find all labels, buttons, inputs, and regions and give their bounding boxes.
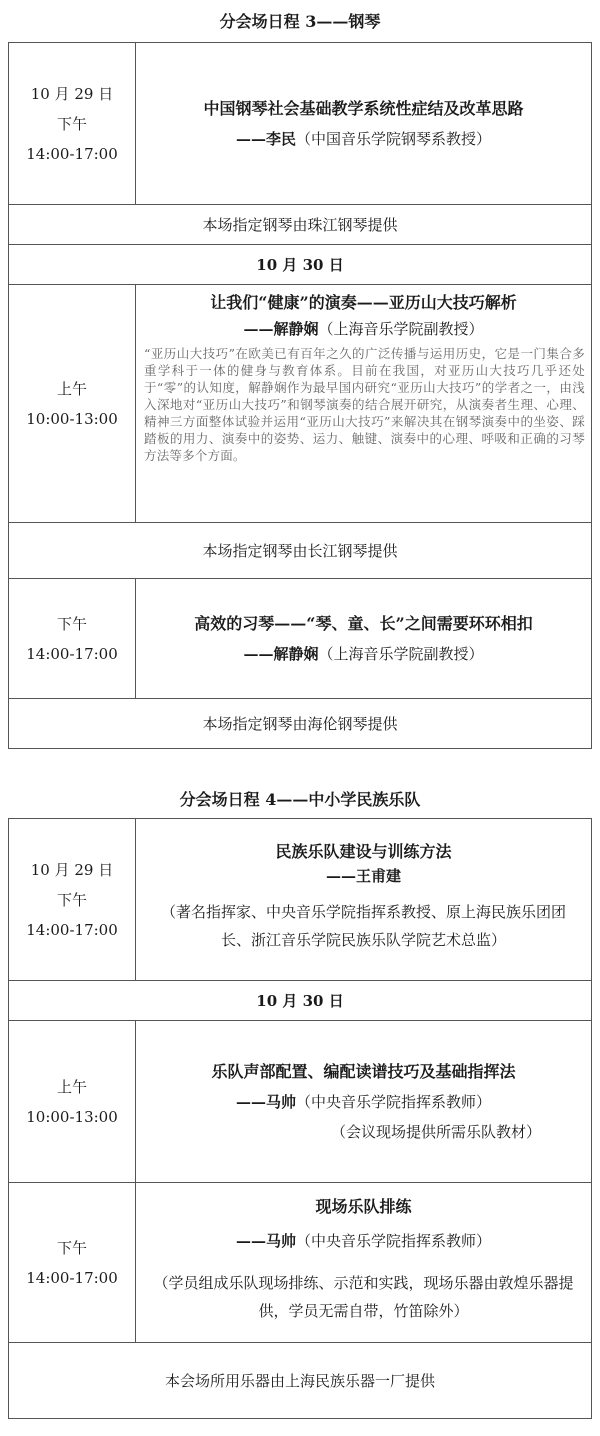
session-content-cell xyxy=(136,1021,592,1183)
sponsor-row xyxy=(9,699,592,749)
piano-sponsor-note: 本场指定钢琴由长江钢琴提供 xyxy=(9,523,592,579)
session-period: 上午 xyxy=(56,1077,87,1096)
section4-heading: 分会场日程 4——中小学民族乐队 xyxy=(179,790,421,809)
speaker-affiliation: （中央音乐学院指挥系教师） xyxy=(296,1092,492,1111)
speaker-affiliation: （著名指挥家、中央音乐学院指挥系教授、原上海民族乐团团长、浙江音乐学院民族乐队学院艺术总监） xyxy=(160,902,566,949)
session-time: 14:00-17:00 xyxy=(26,644,118,663)
session-time-cell xyxy=(9,285,136,523)
session-row xyxy=(9,285,592,523)
session-content-cell xyxy=(136,285,592,523)
sponsor-row xyxy=(9,205,592,245)
session-time: 14:00-17:00 xyxy=(26,1268,118,1287)
session-period: 下午 xyxy=(56,614,87,633)
session-title: 乐队声部配置、编配读谱技巧及基础指挥法 xyxy=(211,1061,516,1081)
speaker-affiliation: （中国音乐学院钢琴系教授） xyxy=(296,129,492,148)
speaker-name: ——马帅 xyxy=(235,1092,296,1111)
session-title: 中国钢琴社会基础教学系统性症结及改革思路 xyxy=(203,98,524,118)
session-title: 现场乐队排练 xyxy=(315,1196,412,1216)
session-period: 下午 xyxy=(56,890,87,909)
session-time-cell xyxy=(9,1183,136,1343)
session-row xyxy=(9,579,592,699)
session-period: 下午 xyxy=(56,114,87,133)
piano-sponsor-note: 本场指定钢琴由珠江钢琴提供 xyxy=(9,205,592,245)
session-time-cell xyxy=(9,579,136,699)
session-time: 14:00-17:00 xyxy=(26,144,118,163)
sponsor-row xyxy=(9,1343,592,1419)
session-time-cell xyxy=(9,43,136,205)
sponsor-row xyxy=(9,523,592,579)
session-date: 10 月 29 日 xyxy=(30,84,114,103)
speaker-name: ——解静娴 xyxy=(243,644,319,663)
speaker-name: ——王甫建 xyxy=(325,866,401,885)
session-period: 下午 xyxy=(56,1238,87,1257)
rehearsal-note: （学员组成乐队现场排练、示范和实践，现场乐器由敦煌乐器提供，学员无需自带，竹笛除外） xyxy=(153,1273,574,1320)
session-time-cell xyxy=(9,1021,136,1183)
section3-schedule-table xyxy=(8,42,592,749)
session-content-cell xyxy=(136,579,592,699)
instrument-sponsor-note: 本会场所用乐器由上海民族乐器一厂提供 xyxy=(9,1343,592,1419)
speaker-affiliation: （上海音乐学院副教授） xyxy=(318,644,484,663)
session-time: 10:00-13:00 xyxy=(26,409,118,428)
session-time: 14:00-17:00 xyxy=(26,920,118,939)
session-row xyxy=(9,1183,592,1343)
session-date: 10 月 29 日 xyxy=(30,860,114,879)
speaker-name: ——李民 xyxy=(235,129,296,148)
speaker-affiliation: （上海音乐学院副教授） xyxy=(318,320,484,338)
date-row xyxy=(9,245,592,285)
session-content-cell xyxy=(136,43,592,205)
session-time: 10:00-13:00 xyxy=(26,1107,118,1126)
session-title: 让我们“健康”的演奏——亚历山大技巧解析 xyxy=(210,293,517,312)
session-title: 高效的习琴——“琴、童、长”之间需要环环相扣 xyxy=(194,613,533,633)
session-title: 民族乐队建设与训练方法 xyxy=(275,841,452,861)
session-period: 上午 xyxy=(56,379,87,398)
session-row xyxy=(9,819,592,981)
date-header: 10 月 30 日 xyxy=(9,245,592,285)
session-content-cell xyxy=(136,1183,592,1343)
speaker-name: ——马帅 xyxy=(235,1231,296,1250)
date-header: 10 月 30 日 xyxy=(9,981,592,1021)
session-row xyxy=(9,43,592,205)
session-time-cell xyxy=(9,819,136,981)
session-content-cell xyxy=(136,819,592,981)
section4-schedule-table xyxy=(8,818,592,1419)
session-row xyxy=(9,1021,592,1183)
session-description: “亚历山大技巧”在欧美已有百年之久的广泛传播与运用历史，它是一门集合多重学科于一体的健身与教育体系。目前在我国，对亚历山大技巧几乎还处于“零”的认知度，解静娴作为最早国内研究“亚历山大技巧”的学者之一，由浅入深地对“亚历山大技巧”和钢琴演奏的结合展开研究，从演奏者生理、心理、精神三方面整体试验并运用“亚历山大技巧”来解决其在钢琴演奏中的坐姿、踩踏板的用力、演奏中的姿势、运力、触键、演奏中的心理、呼吸和正确的习琴方法等多个方面。 xyxy=(144,346,585,463)
materials-note: （会议现场提供所需乐队教材） xyxy=(330,1122,541,1141)
section3-heading: 分会场日程 3——钢琴 xyxy=(219,12,381,31)
date-row xyxy=(9,981,592,1021)
speaker-affiliation: （中央音乐学院指挥系教师） xyxy=(296,1231,492,1250)
piano-sponsor-note: 本场指定钢琴由海伦钢琴提供 xyxy=(9,699,592,749)
speaker-name: ——解静娴 xyxy=(243,320,319,338)
